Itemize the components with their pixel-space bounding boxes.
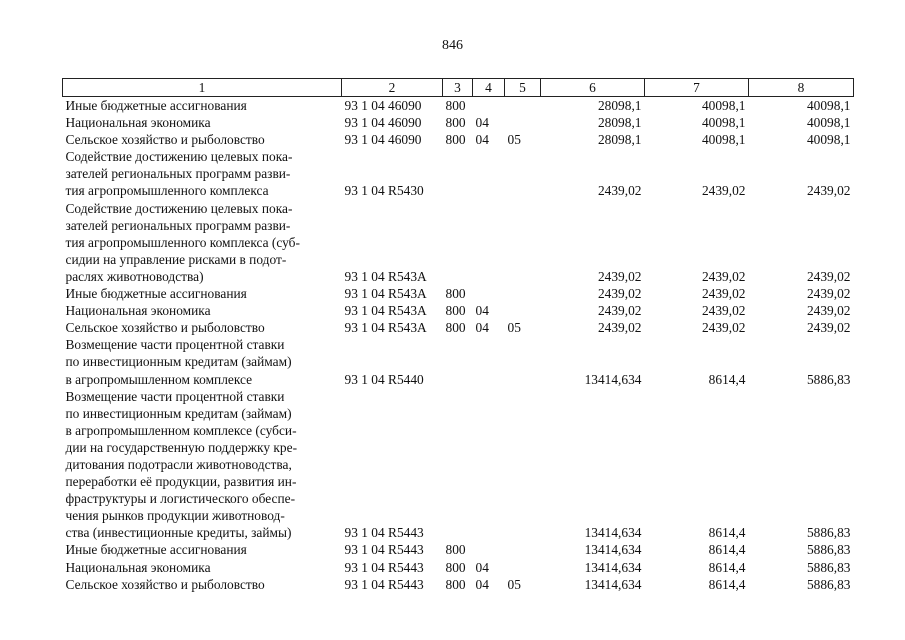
- section: [473, 388, 505, 542]
- expense-type: [443, 388, 473, 542]
- budget-code: 93 1 04 R543A: [344, 320, 427, 336]
- budget-code: 93 1 04 R543A: [344, 268, 427, 284]
- item-name: [63, 302, 342, 319]
- item-name-line: по инвестиционным кредитам (займам): [65, 354, 292, 370]
- item-name-line: ства (инвестиционные кредиты, займы): [65, 525, 292, 541]
- table-row: [63, 319, 854, 336]
- budget-code: 93 1 04 R543A: [344, 286, 427, 302]
- amount-col-6: 2439,02: [597, 268, 642, 284]
- budget-code: 93 1 04 R5443: [344, 576, 424, 592]
- item-name-line: Содействие достижению целевых пока-: [65, 149, 293, 165]
- amount-col-6: 28098,1: [597, 98, 642, 113]
- table-header: [63, 79, 854, 97]
- item-name-line: дитования подотрасли животноводства,: [65, 456, 292, 472]
- amount-col-6: 2439,02: [597, 183, 642, 199]
- item-name: [63, 319, 342, 336]
- item-name: [63, 336, 342, 387]
- table-row: [63, 285, 854, 302]
- item-name: [63, 576, 342, 593]
- budget-code: 93 1 04 R5430: [344, 183, 424, 199]
- table-row: [63, 302, 854, 319]
- amount-col-7: 40098,1: [701, 132, 746, 148]
- column-header-2: 2: [342, 79, 443, 97]
- item-name-line: фраструктуры и логистического обеспе-: [65, 491, 296, 507]
- item-name: [63, 559, 342, 576]
- amount-col-7: 40098,1: [701, 115, 746, 131]
- item-name-line: Национальная экономика: [65, 559, 211, 575]
- expense-type: 800: [445, 559, 466, 575]
- subsection: 05: [507, 576, 521, 592]
- subsection: [505, 559, 541, 576]
- table-row: [63, 576, 854, 593]
- subsection: [505, 541, 541, 558]
- amount-col-6: 2439,02: [597, 286, 642, 302]
- item-name-line: зателей региональных программ разви-: [65, 166, 291, 182]
- section: 04: [475, 559, 489, 575]
- budget-code: 93 1 04 R5443: [344, 525, 424, 541]
- column-header-5: 5: [505, 79, 541, 97]
- item-name-line: переработки её продукции, развития ин-: [65, 474, 297, 490]
- budget-code: 93 1 04 R543A: [344, 303, 427, 319]
- item-name-line: Национальная экономика: [65, 115, 211, 131]
- subsection: [505, 200, 541, 285]
- table-row: [63, 97, 854, 115]
- item-name-line: дии на государственную поддержку кре-: [65, 439, 298, 455]
- amount-col-6: 2439,02: [597, 303, 642, 319]
- section: [473, 200, 505, 285]
- item-name-line: Возмещение части процентной ставки: [65, 337, 285, 353]
- amount-col-8: 2439,02: [806, 183, 851, 199]
- section: [473, 336, 505, 387]
- item-name-line: Возмещение части процентной ставки: [65, 388, 285, 404]
- amount-col-7: 8614,4: [708, 576, 746, 592]
- amount-col-6: 28098,1: [597, 115, 642, 131]
- item-name: [63, 541, 342, 558]
- expense-type: 800: [445, 576, 466, 592]
- amount-col-7: 40098,1: [701, 98, 746, 113]
- subsection: [505, 388, 541, 542]
- expense-type: 800: [445, 132, 466, 148]
- expense-type: 800: [445, 115, 466, 131]
- expense-type: 800: [445, 286, 466, 302]
- item-name: [63, 114, 342, 131]
- amount-col-8: 5886,83: [806, 371, 851, 387]
- table-row: [63, 541, 854, 558]
- item-name-line: в агропромышленном комплексе (субси-: [65, 422, 297, 438]
- amount-col-6: 28098,1: [597, 132, 642, 148]
- amount-col-8: 2439,02: [806, 303, 851, 319]
- item-name-line: чения рынков продукции животновод-: [65, 508, 285, 524]
- budget-code: 93 1 04 46090: [344, 132, 422, 148]
- amount-col-7: 8614,4: [708, 371, 746, 387]
- section: [473, 97, 505, 115]
- amount-col-7: 2439,02: [701, 286, 746, 302]
- subsection: [505, 336, 541, 387]
- column-header-4: 4: [473, 79, 505, 97]
- expense-type: 800: [445, 303, 466, 319]
- expense-type: [443, 148, 473, 199]
- section: [473, 285, 505, 302]
- amount-col-7: 2439,02: [701, 268, 746, 284]
- amount-col-6: 2439,02: [597, 320, 642, 336]
- amount-col-8: 2439,02: [806, 286, 851, 302]
- item-name: [63, 285, 342, 302]
- table-row: [63, 114, 854, 131]
- column-header-1: 1: [63, 79, 342, 97]
- item-name-line: сидии на управление рисками в подот-: [65, 251, 287, 267]
- item-name-line: тия агропромышленного комплекса: [65, 183, 269, 199]
- item-name-line: Сельское хозяйство и рыболовство: [65, 320, 265, 336]
- table-row: [63, 148, 854, 199]
- amount-col-6: 13414,634: [584, 559, 642, 575]
- item-name-line: Иные бюджетные ассигнования: [65, 542, 247, 558]
- amount-col-7: 8614,4: [708, 542, 746, 558]
- budget-code: 93 1 04 46090: [344, 98, 422, 113]
- table-body: [63, 97, 854, 593]
- amount-col-7: 8614,4: [708, 559, 746, 575]
- section: [473, 148, 505, 199]
- header-row: [63, 79, 854, 97]
- amount-col-6: 13414,634: [584, 371, 642, 387]
- expense-type: [443, 336, 473, 387]
- amount-col-8: 40098,1: [806, 98, 851, 113]
- section: 04: [475, 320, 489, 336]
- amount-col-7: 2439,02: [701, 183, 746, 199]
- expense-type: [443, 200, 473, 285]
- column-header-7: 7: [645, 79, 749, 97]
- section: 04: [475, 132, 489, 148]
- expense-type: 800: [445, 98, 466, 113]
- amount-col-6: 13414,634: [584, 542, 642, 558]
- section: [473, 541, 505, 558]
- item-name-line: Иные бюджетные ассигнования: [65, 286, 247, 302]
- amount-col-7: 2439,02: [701, 320, 746, 336]
- amount-col-6: 13414,634: [584, 525, 642, 541]
- table-row: [63, 200, 854, 285]
- table-row: [63, 559, 854, 576]
- subsection: [505, 114, 541, 131]
- item-name-line: тия агропромышленного комплекса (суб-: [65, 234, 300, 250]
- section: 04: [475, 303, 489, 319]
- expense-type: 800: [445, 320, 466, 336]
- item-name: [63, 97, 342, 115]
- budget-table: [62, 78, 854, 593]
- budget-code: 93 1 04 R5443: [344, 542, 424, 558]
- budget-code: 93 1 04 46090: [344, 115, 422, 131]
- item-name-line: по инвестиционным кредитам (займам): [65, 405, 292, 421]
- subsection: [505, 97, 541, 115]
- amount-col-8: 2439,02: [806, 268, 851, 284]
- expense-type: 800: [445, 542, 466, 558]
- item-name-line: в агропромышленном комплексе: [65, 371, 253, 387]
- subsection: 05: [507, 132, 521, 148]
- budget-code: 93 1 04 R5440: [344, 371, 424, 387]
- subsection: 05: [507, 320, 521, 336]
- subsection: [505, 285, 541, 302]
- amount-col-8: 5886,83: [806, 559, 851, 575]
- amount-col-7: 2439,02: [701, 303, 746, 319]
- column-header-8: 8: [749, 79, 854, 97]
- budget-code: 93 1 04 R5443: [344, 559, 424, 575]
- item-name-line: Иные бюджетные ассигнования: [65, 98, 247, 113]
- item-name-line: зателей региональных программ разви-: [65, 217, 291, 233]
- table-row: [63, 336, 854, 387]
- amount-col-8: 5886,83: [806, 542, 851, 558]
- page-number: 846: [442, 38, 463, 53]
- item-name-line: Сельское хозяйство и рыболовство: [65, 132, 265, 148]
- amount-col-8: 40098,1: [806, 132, 851, 148]
- item-name-line: Содействие достижению целевых пока-: [65, 200, 293, 216]
- subsection: [505, 302, 541, 319]
- table-row: [63, 131, 854, 148]
- section: 04: [475, 115, 489, 131]
- item-name: [63, 131, 342, 148]
- subsection: [505, 148, 541, 199]
- amount-col-8: 40098,1: [806, 115, 851, 131]
- table-row: [63, 388, 854, 542]
- item-name-line: раслях животноводства): [65, 268, 204, 284]
- item-name-line: Национальная экономика: [65, 303, 211, 319]
- column-header-6: 6: [541, 79, 645, 97]
- section: 04: [475, 576, 489, 592]
- item-name: [63, 200, 342, 285]
- amount-col-8: 5886,83: [806, 525, 851, 541]
- amount-col-8: 2439,02: [806, 320, 851, 336]
- amount-col-6: 13414,634: [584, 576, 642, 592]
- item-name: [63, 148, 342, 199]
- item-name: [63, 388, 342, 542]
- amount-col-7: 8614,4: [708, 525, 746, 541]
- amount-col-8: 5886,83: [806, 576, 851, 592]
- item-name-line: Сельское хозяйство и рыболовство: [65, 576, 265, 592]
- column-header-3: 3: [443, 79, 473, 97]
